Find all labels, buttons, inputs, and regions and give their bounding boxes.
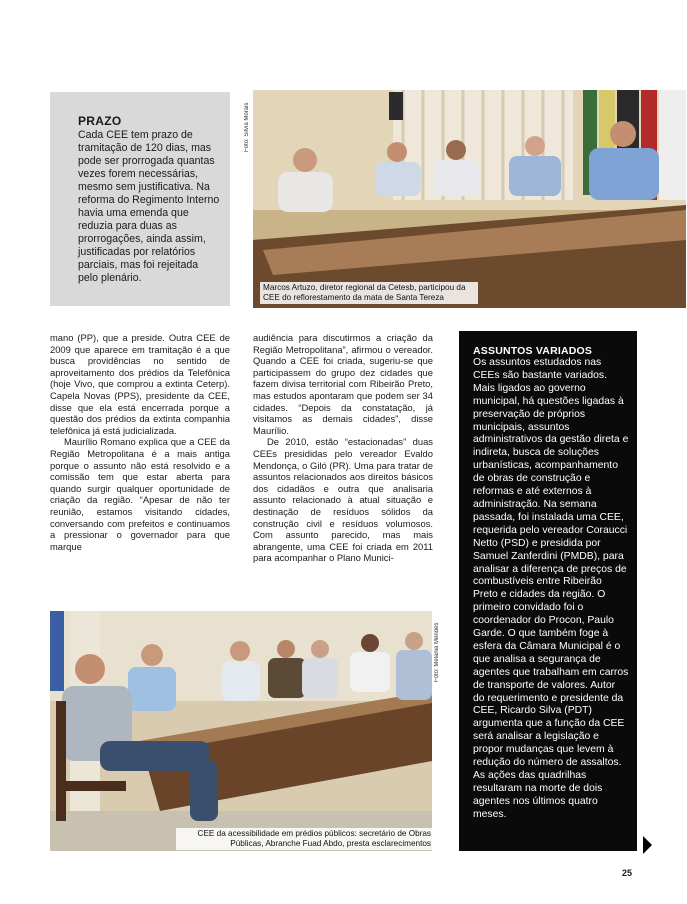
article-paragraph: Maurílio Romano explica que a CEE da Região Metropolitana é a mais antiga porque o assunto não está resolvido e a comissão tem que estar aberta para quando surgir qualquer oportunidade de criação da região. “Apesar de não ter reunião, estamos visitando cidades, conversando com prefeitos e continuamos a pressionar o governador para que marque xyxy=(50,436,230,552)
photo-bottom-credit: Foto: Melania Mendes xyxy=(434,622,440,682)
photo-top-caption: Marcos Artuzo, diretor regional da Cetesb, participou da CEE do reflorestamento da mata de Santa Tereza xyxy=(260,282,478,304)
prazo-box xyxy=(50,92,230,306)
prazo-text: Cada CEE tem prazo de tramitação de 120 dias, mas pode ser prorrogada quantas vezes forem necessárias, mesmo sem justificativa. Na reforma do Regimento Interno havia uma emenda que reduzia para duas as prorrogações, ainda assim, justificadas por relatórios parciais, mas foi rejeitada pelo plenário. xyxy=(78,129,220,284)
page-number: 25 xyxy=(622,868,633,878)
article-paragraph: mano (PP), que a preside. Outra CEE de 2009 que aparece em tramitação é a que busca providências no sentido de aproveitamento dos prédios da Telefônica (hoje Vivo, que comprou a extinta Ceterp). Capela Novas (PPS), presidente da CEE, disse que ela está encerrada porque a questão dos prédios da extinta companhia telefônica já está judicializada. xyxy=(50,332,230,436)
article-paragraph: audiência para discutirmos a criação da Região Metropolitana”, afirmou o vereador. Quando a CEE foi criada, sugeriu-se que participassem do grupo dez cidades que fazem divisa territorial com Ribeirão Preto, mas estudos apontaram que podem ser 34 cidades. “Depois da constatação, já visitamos as demais cidades”, disse Maurílio. xyxy=(253,332,433,436)
article-col-2 xyxy=(253,332,433,564)
article-paragraph: De 2010, estão “estacionadas” duas CEEs presididas pelo vereador Evaldo Mendonça, o Giló (PR). Uma para tratar de assuntos relacionados aos direitos básicos dos cidadãos e outra que analisaria assunto relacionado à atual situação e destinação de resíduos sólidos da construção civil e resíduos volumosos. Com assunto parecido, mas mais abrangente, uma CEE foi criada em 2011 para acompanhar o Plano Munici- xyxy=(253,436,433,564)
continue-arrow-icon xyxy=(643,836,652,854)
photo-top xyxy=(253,90,686,308)
assuntos-box xyxy=(459,331,637,851)
assuntos-title: ASSUNTOS VARIADOS xyxy=(473,345,593,357)
photo-bottom-image xyxy=(50,611,432,851)
article-col-1 xyxy=(50,332,230,552)
photo-top-image xyxy=(253,90,686,308)
prazo-title: PRAZO xyxy=(78,114,122,128)
assuntos-text: Os assuntos estudados nas CEEs são bastante variados. Mais ligados ao governo municipal, há questões ligadas à preservação de próprios municipais, assuntos administrativos da gestão direta e indireta, busca de soluções urbanísticas, acompanhamento de obras de construção e reformas e até externos à administração. Na semana passada, foi instalada uma CEE, requerida pelo vereador Coraucci Netto (PSD) e presidida por Samuel Zanferdini (PMDB), para analisar a diferença de preços de combustíveis entre Ribeirão Preto e cidades da região. O primeiro convidado foi o coordenador do Procon, Paulo Garde. O que também foge à esfera da Câmara Municipal é o que analisa a segurança de agentes que trabalham em carros de transporte de valores. Autor do requerimento e presidente da CEE, Ricardo Silva (PDT) argumenta que a função da CEE será analisar a legislação e propor mudanças que levem à redução do número de assaltos. As ações das quadrilhas resultaram na morte de dois agentes nos últimos quatro meses. xyxy=(473,357,629,820)
photo-bottom xyxy=(50,611,432,851)
photo-bottom-caption: CEE da acessibilidade em prédios públicos: secretário de Obras Públicas, Abranche Fuad Abdo, presta esclarecimentos xyxy=(176,828,434,850)
photo-top-credit: Foto: Silvia Morais xyxy=(244,102,250,152)
